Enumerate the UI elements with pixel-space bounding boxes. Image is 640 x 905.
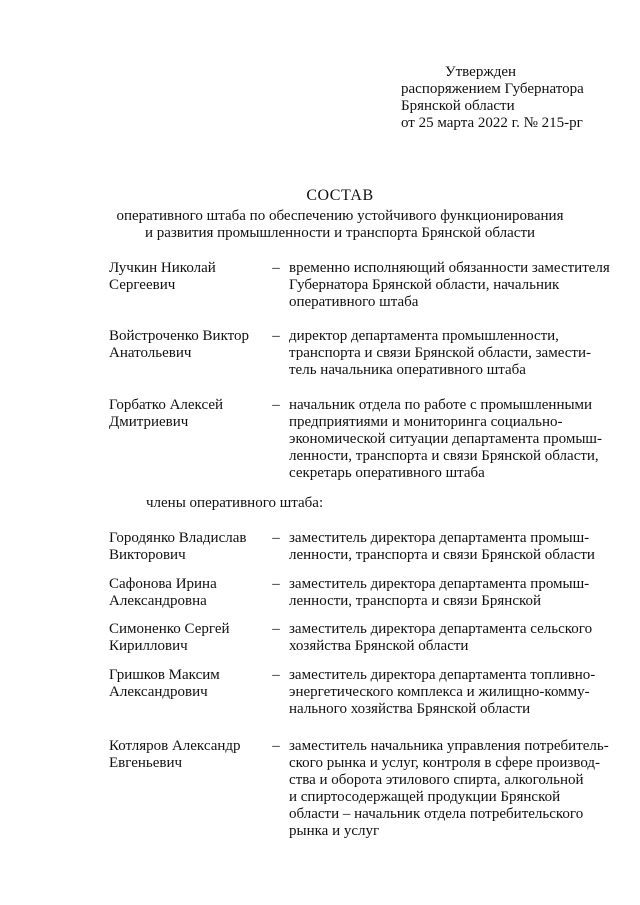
approval-line: Брянской области xyxy=(401,98,515,114)
member-name: Симоненко Сергей Кириллович xyxy=(109,621,230,654)
member-name: Котляров Александр Евгеньевич xyxy=(109,738,241,771)
dash-separator: – xyxy=(272,738,280,754)
heading-line: и развития промышленности и транспорта Брянской области xyxy=(144,225,536,241)
member-position: директор департамента промышленности, транспорта и связи Брянской области, замести- тель начальника оперативного штаба xyxy=(289,328,591,378)
dash-separator: – xyxy=(272,260,280,276)
member-position: заместитель директора департамента промыш- ленности, транспорта и связи Брянской области xyxy=(289,530,595,563)
member-position: заместитель директора департамента промыш- ленности, транспорта и связи Брянской xyxy=(289,576,590,609)
dash-separator: – xyxy=(272,397,280,413)
member-name: Гришков Максим Александрович xyxy=(109,667,220,700)
approval-title: Утвержден xyxy=(445,64,517,80)
member-name: Горбатко Алексей Дмитриевич xyxy=(109,397,224,430)
dash-separator: – xyxy=(272,530,280,546)
approval-line: от 25 марта 2022 г. № 215-рг xyxy=(401,115,583,131)
approval-line: распоряжением Губернатора xyxy=(401,81,584,97)
member-position: временно исполняющий обязанности заместителя Губернатора Брянской области, начальник оперативного штаба xyxy=(289,260,610,310)
member-name: Лучкин Николай Сергеевич xyxy=(109,260,216,293)
heading-line: оперативного штаба по обеспечению устойчивого функционирования xyxy=(116,208,564,224)
member-name: Сафонова Ирина Александровна xyxy=(109,576,217,609)
members-label: члены оперативного штаба: xyxy=(146,495,324,511)
dash-separator: – xyxy=(272,667,280,683)
member-position: начальник отдела по работе с промышленными предприятиями и мониторинга социально- экономической ситуации департамента промыш- ленности, транспорта и связи Брянской области, секретарь оперативного штаба xyxy=(289,397,602,481)
member-name: Городянко Владислав Викторович xyxy=(109,530,247,563)
approval-block xyxy=(401,64,631,132)
member-position: заместитель начальника управления потребитель- ского рынка и услуг, контроля в сфере производ- ства и оборота этилового спирта, алкогольной и спиртосодержащей продукции Брянской области – начальник отдела потребительского рынка и услуг xyxy=(289,738,609,839)
dash-separator: – xyxy=(272,328,280,344)
member-position: заместитель директора департамента сельского хозяйства Брянской области xyxy=(289,621,593,654)
dash-separator: – xyxy=(272,621,280,637)
member-name: Войстроченко Виктор Анатольевич xyxy=(109,328,250,361)
document-title: СОСТАВ xyxy=(306,187,374,204)
member-position: заместитель директора департамента топливно- энергетического комплекса и жилищно-комму- нального хозяйства Брянской области xyxy=(289,667,596,717)
dash-separator: – xyxy=(272,576,280,592)
document-heading xyxy=(80,187,600,242)
